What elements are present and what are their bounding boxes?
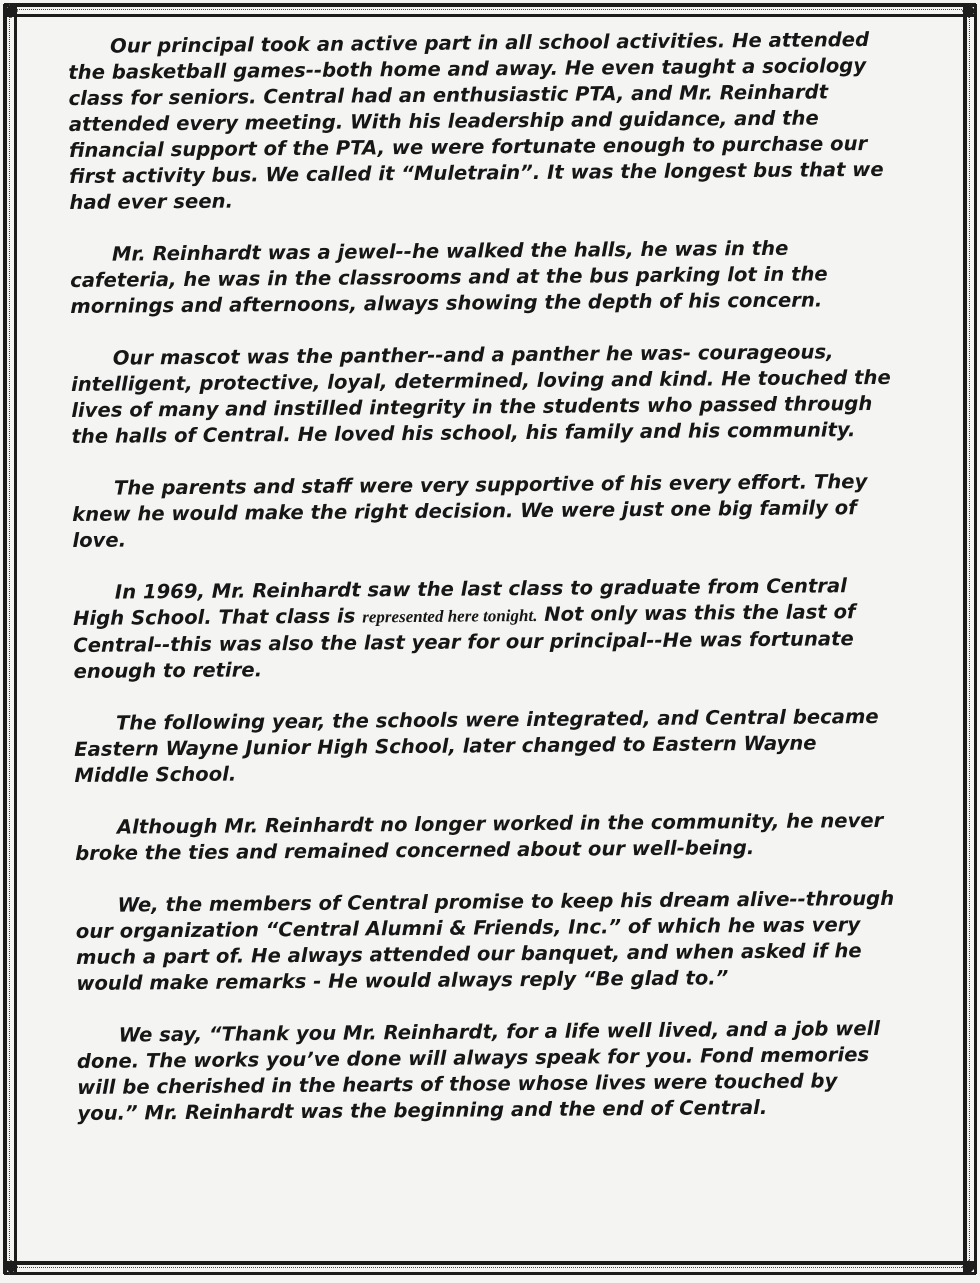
paragraph-activities: Our principal took an active part in all school activities. He attended the basketball games--both home and away. He even taught a sociology class for seniors. Central had an enthusiastic PTA, and Mr. Reinhardt attended every meeting. With his leadership and guidance, and the financial support of the PTA, we were fortunate enough to purchase our first activity bus. We called it “Muletrain”. It was the longest bus that we had ever seen. (68, 28, 884, 214)
tribute-text (68, 27, 898, 1127)
border-left (3, 4, 17, 1274)
paragraph-thank-you: We say, “Thank you Mr. Reinhardt, for a life well lived, and a job well done. The works you’ve done will always speak for you. Fond memories will be cherished in the hearts of those whose lives were touched by you.” Mr. Reinhardt was the beginning and the end of Central. (76, 1016, 881, 1125)
paragraph-integration: The following year, the schools were integrated, and Central became Eastern Wayne Junior High School, later changed to Eastern Wayne Middle School. (74, 704, 879, 787)
paragraph-1969-part1: In 1969, Mr. Reinhardt saw the last class to graduate from Central High School. That class is (73, 574, 847, 630)
paragraph-community: Although Mr. Reinhardt no longer worked in the community, he never broke the ties and remained concerned about our well-being. (75, 808, 884, 865)
paragraph-1969-part2: Not only was this the last of Central--this was also the last year for our principal--He was fortunate enough to retire. (73, 600, 856, 683)
border-right (963, 4, 977, 1274)
paragraph-mascot: Our mascot was the panther--and a panther he was- courageous, intelligent, protective, loyal, determined, loving and kind. He touched the lives of many and instilled integrity in the students who passed through the halls of Central. He loved his school, his family and his community. (70, 340, 891, 448)
paragraph-jewel: Mr. Reinhardt was a jewel--he walked the halls, he was in the cafeteria, he was in the classrooms and at the bus parking lot in the mornings and afternoons, always showing the depth of his concern. (70, 236, 828, 318)
border-bottom (4, 1261, 976, 1275)
paragraph-support: The parents and staff were very supportive of his every effort. They knew he would make the right decision. We were just one big family of love. (72, 470, 868, 552)
paragraph-promise: We, the members of Central promise to keep his dream alive--through our organization “Central Alumni & Friends, Inc.” of which he was very much a part of. He always attended our banquet, and when asked if he would make remarks - He would always reply “Be glad to.” (75, 886, 895, 995)
paragraph-1969-insert: represented here tonight. (362, 605, 538, 627)
border-top (4, 3, 976, 17)
paragraph-1969 (73, 573, 894, 685)
